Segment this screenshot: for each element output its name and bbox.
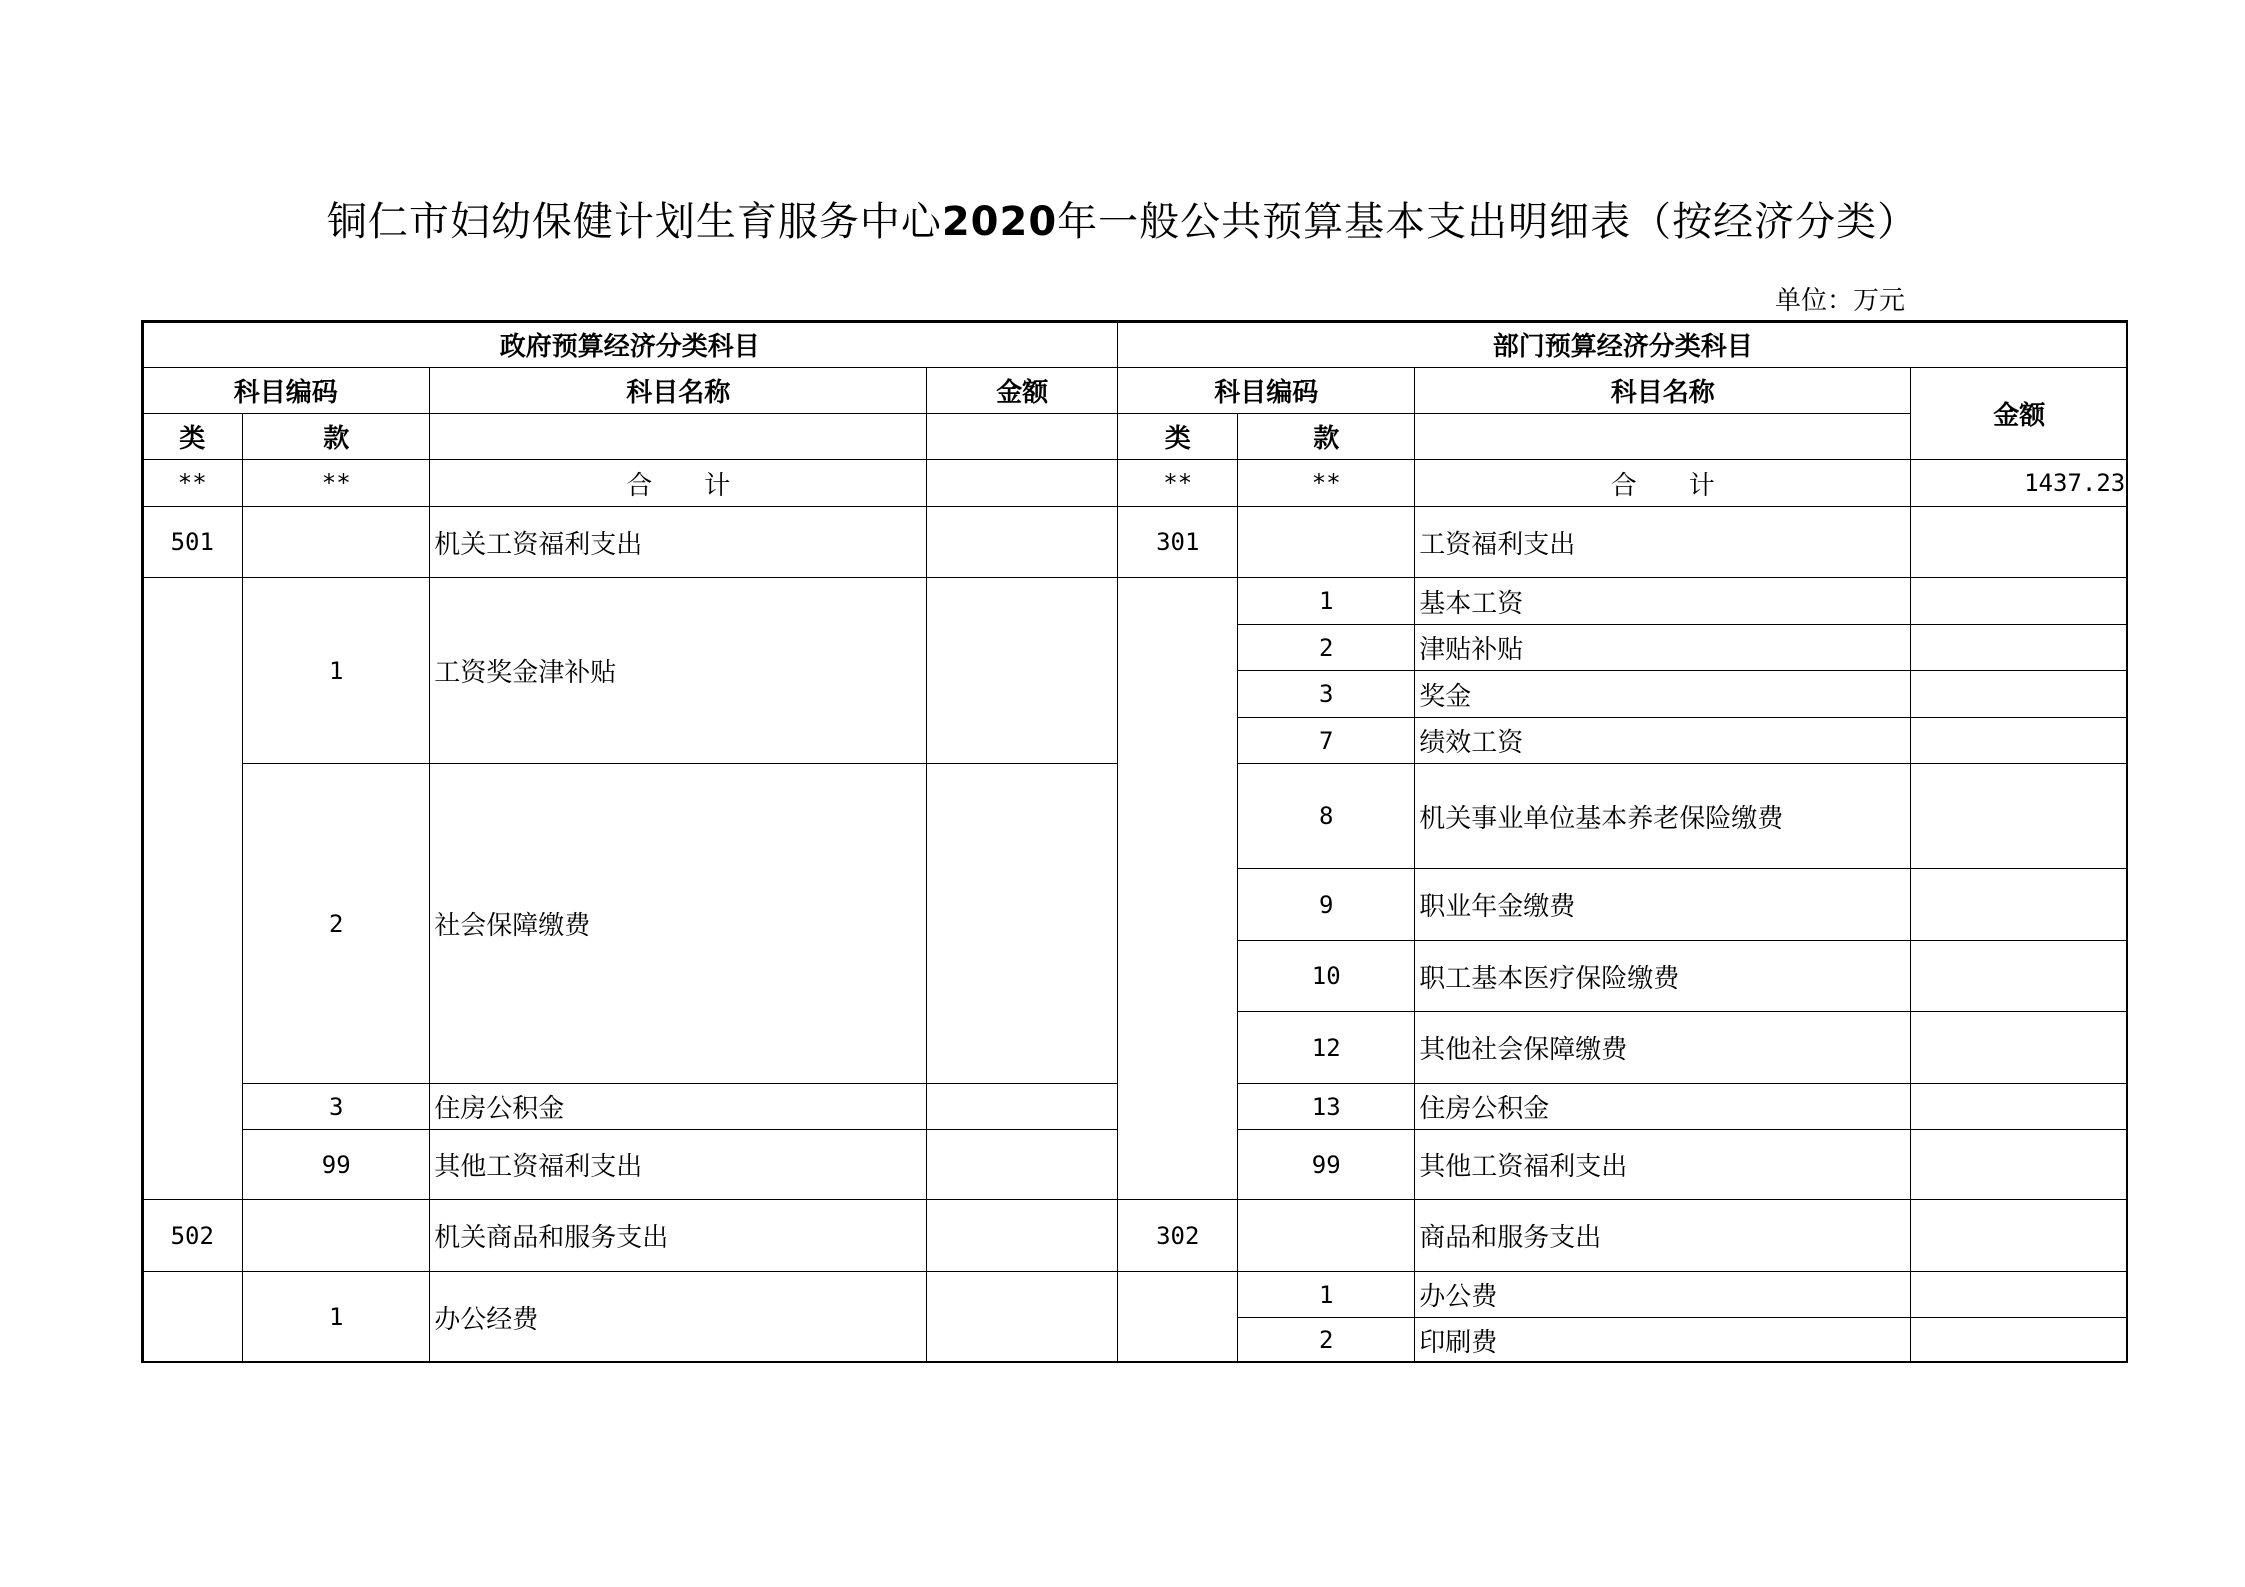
right-row-item: 1: [1237, 1271, 1415, 1318]
left-name-subheader-empty: [429, 413, 927, 460]
right-row-item: 7: [1237, 717, 1415, 764]
right-row-name: 基本工资: [1414, 577, 1911, 625]
total-left-class: **: [141, 459, 243, 507]
right-class-span-empty: [1117, 1271, 1238, 1363]
right-row-amount: [1910, 624, 2128, 671]
left-row-item: 3: [242, 1083, 430, 1130]
left-row-amount: [926, 1271, 1118, 1363]
total-right-class: **: [1117, 459, 1238, 507]
left-row-name: 住房公积金: [429, 1083, 927, 1130]
right-row-amount: [1910, 1011, 2128, 1084]
right-col-code-header: 科目编码: [1117, 367, 1415, 414]
left-row-item: 99: [242, 1129, 430, 1200]
left-row-amount: [926, 763, 1118, 1084]
right-row-amount: [1910, 1199, 2128, 1272]
right-row-name: 职业年金缴费: [1414, 868, 1911, 941]
left-row-name: 办公经费: [429, 1271, 927, 1363]
left-row-amount: [926, 1129, 1118, 1200]
left-row-name: 机关商品和服务支出: [429, 1199, 927, 1272]
right-class-span-empty: [1117, 577, 1238, 1200]
right-row-item: [1237, 1199, 1415, 1272]
right-row-class: 302: [1117, 1199, 1238, 1272]
right-name-subheader-empty: [1414, 413, 1911, 460]
right-row-amount: [1910, 1129, 2128, 1200]
right-col-name-header: 科目名称: [1414, 367, 1911, 414]
left-row-name: 工资奖金津补贴: [429, 577, 927, 764]
right-row-item: 9: [1237, 868, 1415, 941]
right-row-name: 奖金: [1414, 670, 1911, 718]
title-org: 铜仁市妇幼保健计划生育服务中心: [326, 199, 942, 245]
left-col-code-header: 科目编码: [141, 367, 430, 414]
left-amount-subheader-empty: [926, 413, 1118, 460]
right-row-item: [1237, 506, 1415, 578]
right-row-amount: [1910, 717, 2128, 764]
right-row-class: 301: [1117, 506, 1238, 578]
left-row-item: [242, 1199, 430, 1272]
total-right-amount: 1437.23: [1910, 459, 2128, 507]
left-row-name: 机关工资福利支出: [429, 506, 927, 578]
right-row-item: 13: [1237, 1083, 1415, 1130]
total-left-item: **: [242, 459, 430, 507]
right-row-amount: [1910, 1317, 2128, 1363]
total-right-label: 合 计: [1414, 459, 1911, 507]
right-row-amount: [1910, 1083, 2128, 1130]
right-group-header: 部门预算经济分类科目: [1117, 320, 2128, 368]
left-col-amount-header: 金额: [926, 367, 1118, 414]
left-row-name: 社会保障缴费: [429, 763, 927, 1084]
left-row-name: 其他工资福利支出: [429, 1129, 927, 1200]
title-rest: 年一般公共预算基本支出明细表（按经济分类）: [1057, 199, 1919, 245]
left-row-amount: [926, 506, 1118, 578]
right-row-item: 99: [1237, 1129, 1415, 1200]
right-row-name: 津贴补贴: [1414, 624, 1911, 671]
left-row-amount: [926, 1083, 1118, 1130]
right-row-amount: [1910, 577, 2128, 625]
right-row-item: 12: [1237, 1011, 1415, 1084]
left-row-item: 1: [242, 1271, 430, 1363]
right-row-item: 2: [1237, 1317, 1415, 1363]
right-row-name: 机关事业单位基本养老保险缴费: [1414, 763, 1911, 869]
right-col-class-header: 类: [1117, 413, 1238, 460]
left-col-class-header: 类: [141, 413, 243, 460]
left-group-header: 政府预算经济分类科目: [141, 320, 1118, 368]
total-left-label: 合 计: [429, 459, 927, 507]
right-col-item-header: 款: [1237, 413, 1415, 460]
right-col-amount-header: 金额: [1910, 367, 2128, 460]
title-year: 2020: [941, 199, 1058, 245]
right-row-amount: [1910, 868, 2128, 941]
left-class-span-empty: [141, 1271, 243, 1363]
left-row-class: 501: [141, 506, 243, 578]
left-col-item-header: 款: [242, 413, 430, 460]
right-row-name: 商品和服务支出: [1414, 1199, 1911, 1272]
left-row-item: 2: [242, 763, 430, 1084]
left-row-item: [242, 506, 430, 578]
right-row-name: 办公费: [1414, 1271, 1911, 1318]
right-row-name: 印刷费: [1414, 1317, 1911, 1363]
left-row-class: 502: [141, 1199, 243, 1272]
left-row-amount: [926, 577, 1118, 764]
unit-label: 单位：万元: [1775, 286, 1906, 316]
right-row-item: 1: [1237, 577, 1415, 625]
left-row-amount: [926, 1199, 1118, 1272]
right-row-name: 职工基本医疗保险缴费: [1414, 940, 1911, 1012]
right-row-amount: [1910, 1271, 2128, 1318]
total-right-item: **: [1237, 459, 1415, 507]
total-left-amount: [926, 459, 1118, 507]
right-row-amount: [1910, 670, 2128, 718]
right-row-name: 绩效工资: [1414, 717, 1911, 764]
right-row-item: 3: [1237, 670, 1415, 718]
right-row-amount: [1910, 763, 2128, 869]
left-col-name-header: 科目名称: [429, 367, 927, 414]
right-row-item: 2: [1237, 624, 1415, 671]
left-class-span-empty: [141, 577, 243, 1200]
page-title: [0, 190, 2245, 247]
right-row-name: 住房公积金: [1414, 1083, 1911, 1130]
right-row-item: 10: [1237, 940, 1415, 1012]
right-row-name: 其他工资福利支出: [1414, 1129, 1911, 1200]
right-row-amount: [1910, 506, 2128, 578]
left-row-item: 1: [242, 577, 430, 764]
right-row-amount: [1910, 940, 2128, 1012]
right-row-name: 其他社会保障缴费: [1414, 1011, 1911, 1084]
right-row-name: 工资福利支出: [1414, 506, 1911, 578]
right-row-item: 8: [1237, 763, 1415, 869]
